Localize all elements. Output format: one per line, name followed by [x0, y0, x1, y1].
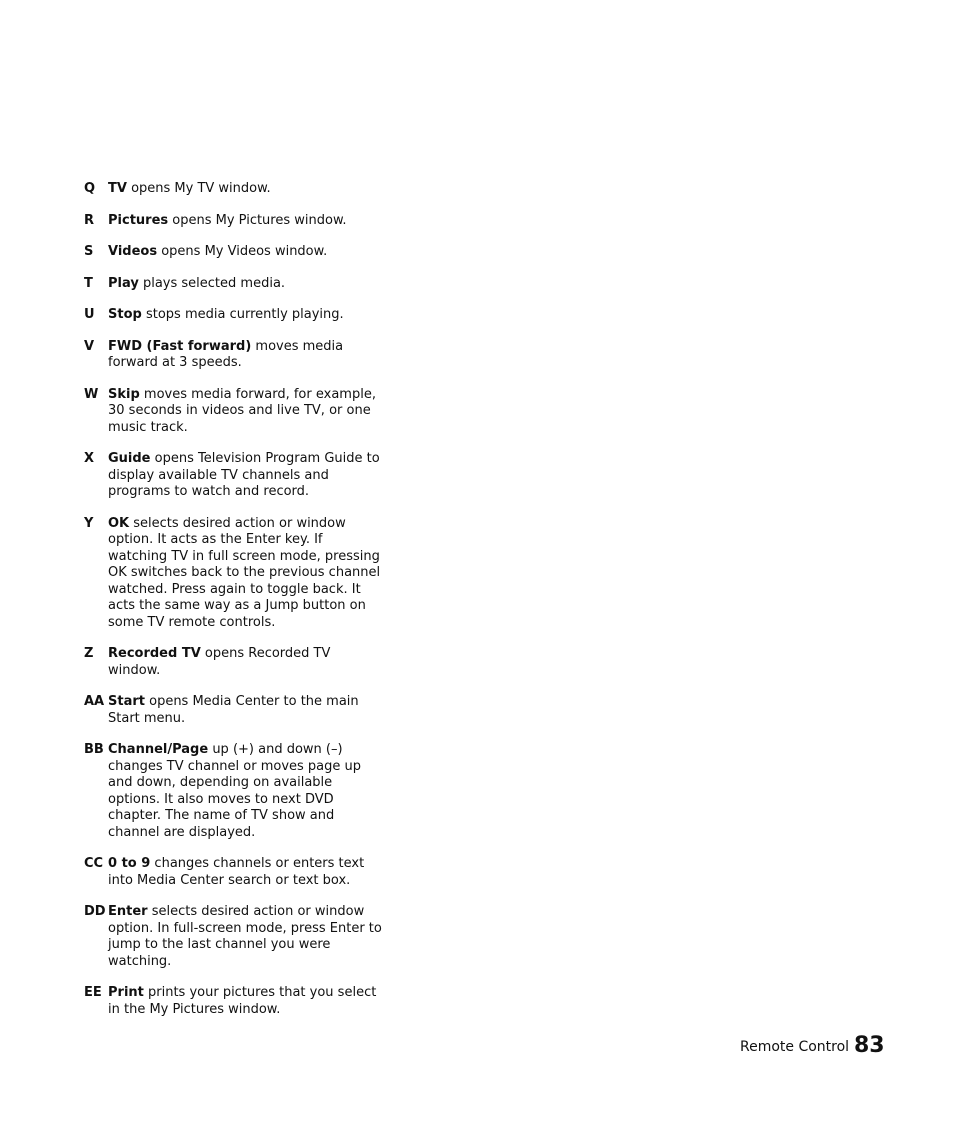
- item-description: [108, 742, 384, 841]
- page-footer: [740, 1033, 900, 1061]
- item-description: [108, 856, 384, 889]
- item-term: TV: [108, 181, 127, 196]
- list-item: [84, 387, 384, 437]
- item-text: opens Media Center to the main Start menu.: [108, 694, 359, 726]
- item-term: Videos: [108, 244, 158, 259]
- item-key: Y: [84, 515, 94, 531]
- item-term: Play: [108, 275, 139, 291]
- item-text: opens My TV window.: [126, 181, 271, 196]
- item-description: [108, 516, 384, 632]
- item-description: [108, 387, 384, 437]
- item-description: [108, 904, 384, 970]
- item-text: selects desired action or window option. It acts as the Enter key. If watching TV in full screen mode, pressing OK switches back to the previous channel watched. Press again to toggle back. It acts the same way as a Jump button on some TV remote controls.: [108, 515, 381, 630]
- item-term: Start: [108, 694, 145, 709]
- item-key: AA: [84, 694, 105, 709]
- list-item: [84, 244, 384, 261]
- item-text: moves media forward, for example, 30 seconds in videos and live TV, or one music track.: [108, 386, 376, 435]
- item-key: X: [84, 451, 95, 466]
- item-description: [108, 244, 384, 261]
- item-term: Skip: [108, 386, 140, 402]
- item-description: [108, 985, 384, 1018]
- page-number: 83: [854, 1033, 885, 1058]
- item-term: Recorded TV: [108, 646, 201, 661]
- list-item: [84, 904, 384, 970]
- item-text: opens Television Program Guide to display available TV channels and programs to watch and record.: [108, 451, 380, 499]
- item-key: BB: [84, 742, 104, 757]
- section-title: Remote Control: [740, 1039, 850, 1055]
- item-description: [108, 339, 384, 372]
- item-description: [108, 276, 384, 293]
- list-item: [84, 451, 384, 501]
- item-key: CC: [84, 856, 104, 871]
- item-key: Z: [84, 646, 94, 661]
- item-term: FWD (Fast forward): [108, 338, 252, 354]
- item-key: S: [84, 244, 94, 259]
- list-item: [84, 742, 384, 841]
- item-text: plays selected media.: [138, 275, 286, 291]
- item-term: Guide: [108, 451, 151, 466]
- item-key: T: [84, 275, 93, 291]
- list-item: [84, 694, 384, 727]
- list-item: [84, 213, 384, 230]
- item-term: 0 to 9: [108, 856, 151, 871]
- item-key: V: [84, 338, 95, 354]
- item-description: [108, 307, 384, 324]
- item-text: stops media currently playing.: [141, 307, 344, 322]
- list-item: [84, 985, 384, 1018]
- item-term: OK: [108, 515, 130, 531]
- item-text: opens My Pictures window.: [168, 212, 347, 228]
- item-key: R: [84, 212, 95, 228]
- item-key: EE: [84, 985, 102, 1000]
- list-item: [84, 516, 384, 632]
- item-text: prints your pictures that you select in the My Pictures window.: [108, 985, 377, 1017]
- item-text: opens My Videos window.: [157, 244, 328, 259]
- item-text: up (+) and down (–) changes TV channel or moves page up and down, depending on available options. It also moves to next DVD chapter. The name of TV show and channel are displayed.: [108, 742, 362, 840]
- item-term: Enter: [108, 904, 148, 919]
- list-item: [84, 276, 384, 293]
- item-key: U: [84, 307, 95, 322]
- item-term: Print: [108, 985, 144, 1000]
- item-text: moves media forward at 3 speeds.: [108, 338, 344, 370]
- item-key: DD: [84, 904, 106, 919]
- item-term: Stop: [108, 307, 142, 322]
- list-item: [84, 339, 384, 372]
- item-text: changes channels or enters text into Media Center search or text box.: [108, 856, 365, 888]
- item-description: [108, 694, 384, 727]
- item-text: selects desired action or window option. In full-screen mode, press Enter to jump to the last channel you were watching.: [108, 904, 382, 969]
- item-key: Q: [84, 181, 96, 196]
- item-term: Pictures: [108, 212, 169, 228]
- remote-button-list: [84, 181, 384, 1033]
- list-item: [84, 181, 384, 198]
- item-description: [108, 451, 384, 501]
- list-item: [84, 856, 384, 889]
- item-term: Channel/Page: [108, 742, 209, 757]
- item-key: W: [84, 386, 99, 402]
- item-description: [108, 646, 384, 679]
- item-description: [108, 181, 384, 198]
- list-item: [84, 646, 384, 679]
- item-text: opens Recorded TV window.: [108, 646, 331, 678]
- item-description: [108, 213, 384, 230]
- list-item: [84, 307, 384, 324]
